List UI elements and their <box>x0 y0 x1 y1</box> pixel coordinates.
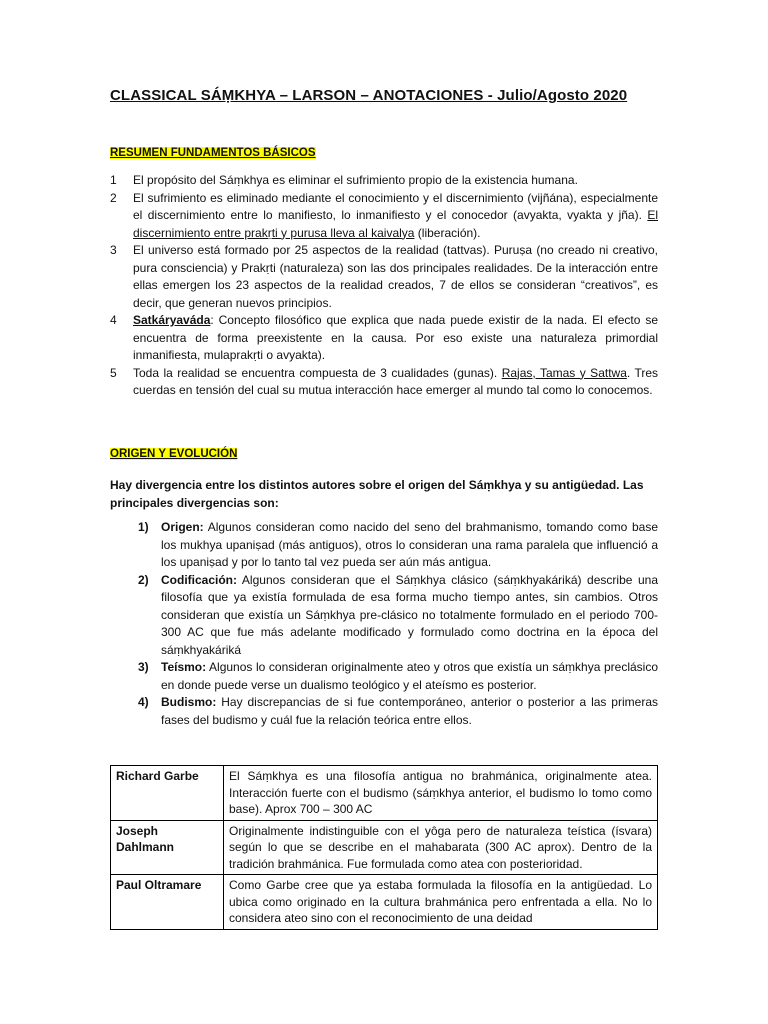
item-text: Toda la realidad se encuentra compuesta de 3 cualidades (gunas). <box>133 365 502 380</box>
item-text: Algunos consideran que el Sáṃkhya clásico (sáṃkhyakáriká) describe una filosofía que ya existía formulada de esa forma mucho tiempo antes, sin cambios. Otros consideran que existía un Sáṃkhya pre-clásico no totalmente formulado en el periodo 700-300 AC que fue más adelante modificado y formulado como doctrina en la época del sáṃkhyakáriká <box>161 572 658 657</box>
author-name: Joseph Dahlmann <box>111 820 224 875</box>
section-heading-fundamentos-text: RESUMEN FUNDAMENTOS BÁSICOS <box>110 147 316 159</box>
document-title: CLASSICAL SÁṂKHYA – LARSON – ANOTACIONES - Julio/Agosto 2020 <box>110 87 628 104</box>
item-label: Origen: <box>161 520 204 534</box>
item-text: Algunos lo consideran originalmente ateo y otros que existía un sáṃkhya preclásico en donde puede verse un dualismo teológico y el ateísmo es posterior. <box>161 660 658 692</box>
author-description: Como Garbe cree que ya estaba formulada la filosofía en la antigüedad. Lo ubica como originado en la cultura brahmánica pero enfrentada a ella. No lo considera ateo sino con el reconocimiento de una deidad <box>224 875 658 930</box>
author-name: Paul Oltramare <box>111 875 224 930</box>
item-text: El sufrimiento es eliminado mediante el conocimiento y el discernimiento (vijñána), especialmente el discernimiento entre lo manifiesto, lo inmanifiesto y el conocedor (avyakta, vyakta y jña). <box>133 190 658 222</box>
item-number: 1) <box>138 520 149 534</box>
item-label: Teísmo: <box>161 660 207 674</box>
item-text: Hay discrepancias de si fue contemporáneo, anterior o posterior a las primeras fases del budismo y cuál fue la relación teórica entre ellos. <box>161 695 658 727</box>
item-number: 2 <box>110 190 117 205</box>
list-item <box>110 242 658 312</box>
item-text: : Concepto filosófico que explica que nada puede existir de la nada. El efecto se encuentra de forma preexistente en la causa. Por eso existe una naturaleza primordial inmanifiesta, mulaprakṛti o avyakta). <box>133 313 658 362</box>
item-label: Codificación: <box>161 572 238 587</box>
item-number: 2) <box>138 572 149 587</box>
section-heading-fundamentos <box>110 147 316 159</box>
item-text: Algunos consideran como nacido del seno del brahmanismo, tomando como base los mukhya upaniṣad (más antiguos), otros lo consideran una rama paralela que influenció a los upaniṣad y por lo tanto tal vez pueda ser aún más antigua. <box>161 520 658 569</box>
item-number: 1 <box>110 173 117 187</box>
list-item <box>138 659 658 694</box>
item-text: El propósito del Sáṃkhya es eliminar el sufrimiento propio de la existencia humana. <box>133 173 578 187</box>
table-row <box>111 875 658 930</box>
item-underlined-text: Rajas, Tamas y Sattwa <box>501 365 627 380</box>
item-number: 3) <box>138 660 149 674</box>
list-item <box>110 365 658 400</box>
item-label: Budismo: <box>161 695 217 709</box>
item-underlined-text: El discernimiento entre prakṛti y purusa lleva al kaivalya <box>133 208 658 240</box>
divergencias-list <box>138 519 658 729</box>
list-item <box>138 694 658 729</box>
item-number: 5 <box>110 365 117 380</box>
list-item <box>110 190 658 243</box>
table-row <box>111 766 658 821</box>
author-description: Originalmente indistinguible con el yôga pero de naturaleza teística (ísvara) según lo que se describe en el mahabarata (300 AC aprox). Dentro de la tradición brahmánica. Fue formulada como atea con posterioridad. <box>224 820 658 875</box>
author-description: El Sáṃkhya es una filosofía antigua no brahmánica, originalmente atea. Interacción fuerte con el budismo (sáṃkhya anterior, el budismo lo tomo como base). Aprox 700 – 300 AC <box>224 766 658 821</box>
section-heading-origen-text: ORIGEN Y EVOLUCIÓN <box>110 448 238 460</box>
origen-intro-paragraph: Hay divergencia entre los distintos autores sobre el origen del Sáṃkhya y su antigüedad. Las principales divergencias son: <box>110 478 644 510</box>
item-number: 3 <box>110 243 117 257</box>
list-item <box>110 312 658 365</box>
list-item <box>110 172 658 190</box>
section-heading-origen <box>110 448 237 460</box>
list-item <box>138 572 658 660</box>
item-text-end: (liberación). <box>414 225 481 240</box>
item-text-end: . Tres cuerdas en tensión del cual su mutua interacción hace emerger al mundo tal como lo conocemos. <box>133 365 658 397</box>
item-text: El universo está formado por 25 aspectos de la realidad (tattvas). Puruṣa (no creado ni creativo, pura consciencia) y Prakṛti (naturaleza) son las dos principales realidades. De la interacción entre ellas emergen los 23 aspectos de la realidad creados, 7 de ellos se consideran “creativos”, es decir, que generan nuevos principios. <box>133 243 658 310</box>
list-item <box>138 519 658 572</box>
author-name: Richard Garbe <box>111 766 224 821</box>
item-number: 4 <box>110 313 117 327</box>
item-number: 4) <box>138 695 149 709</box>
authors-table <box>110 765 658 930</box>
fundamentos-list <box>110 172 658 400</box>
item-term: Satkáryaváda <box>133 313 211 327</box>
table-row <box>111 820 658 875</box>
